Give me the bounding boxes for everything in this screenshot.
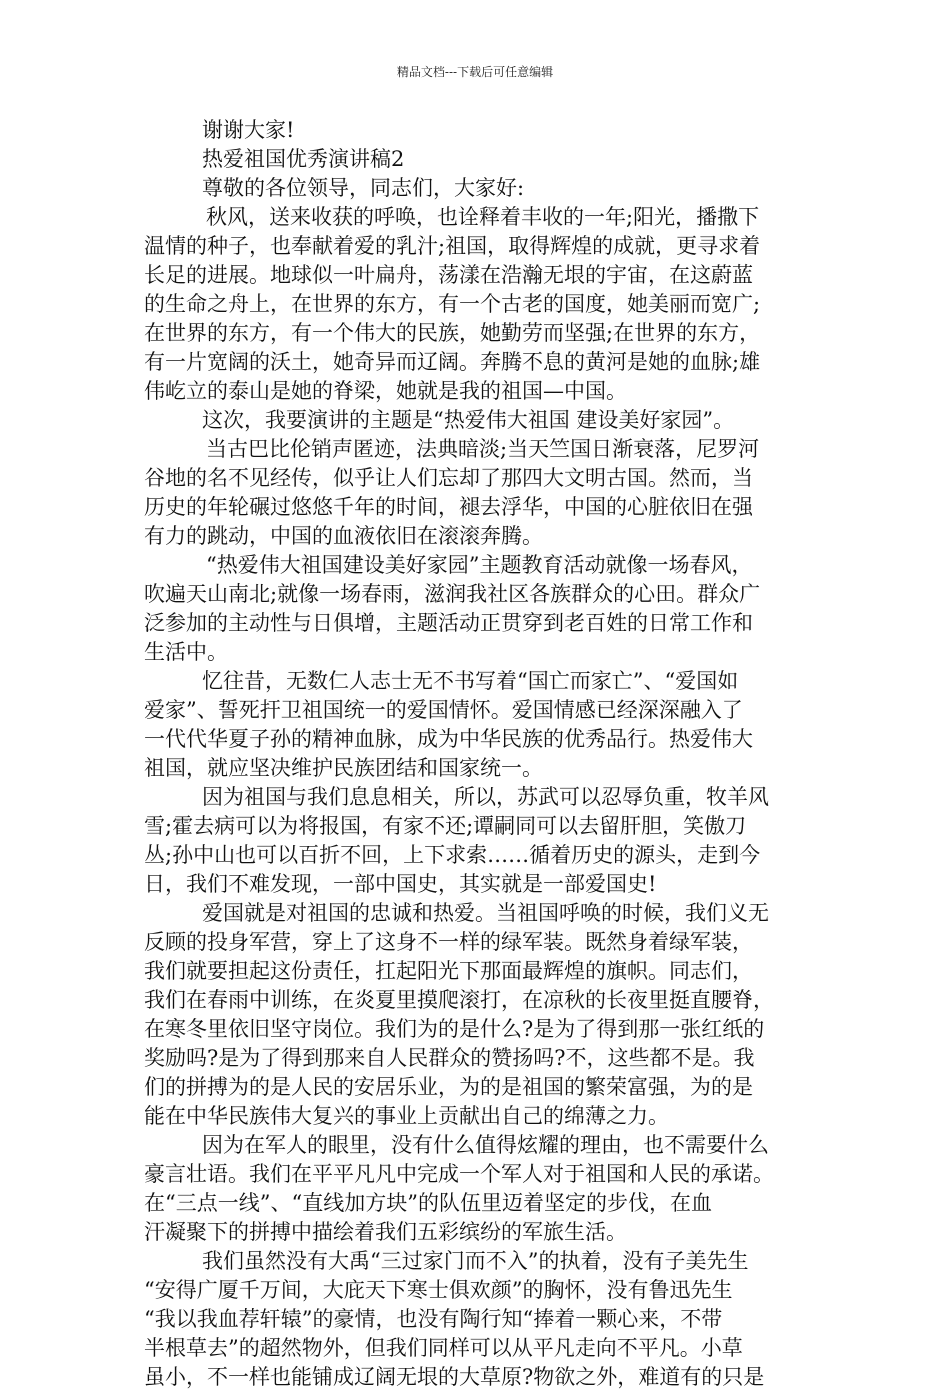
text-line: 我们就要担起这份责任，扛起阳光下那面最辉煌的旗帜。同志们， — [144, 959, 753, 983]
text-line: 尊敬的各位领导，同志们，大家好: — [202, 176, 525, 200]
text-line: 我们虽然没有大禹“三过家门而不入”的执着，没有子美先生 — [202, 1249, 749, 1273]
text-line: 在世界的东方，有一个伟大的民族，她勤劳而坚强;在世界的东方， — [144, 321, 761, 345]
text-line: 泛参加的主动性与日俱增，主题活动正贯穿到老百姓的日常工作和 — [144, 611, 753, 635]
text-line: 反顾的投身军营，穿上了这身不一样的绿军装。既然身着绿军装， — [144, 930, 753, 954]
text-line: 在“三点一线”、“直线加方块”的队伍里迈着坚定的步伐，在血 — [144, 1191, 712, 1215]
text-line: 生活中。 — [144, 640, 228, 664]
text-line: 谢谢大家! — [202, 118, 295, 142]
document-body — [144, 116, 812, 1392]
text-line: “我以我血荐轩辕”的豪情，也没有陶行知“捧着一颗心来，不带 — [144, 1307, 723, 1331]
text-line: 丛;孙中山也可以百折不回，上下求索……循着历史的源头，走到今 — [144, 843, 761, 867]
text-line: 虽小，不一样也能铺成辽阔无垠的大草原?物欲之外，难道有的只是 — [144, 1365, 765, 1389]
text-line: 们的拼搏为的是人民的安居乐业，为的是祖国的繁荣富强，为的是 — [144, 1075, 753, 1099]
text-line: 能在中华民族伟大复兴的事业上贡献出自己的绵薄之力。 — [144, 1104, 669, 1128]
text-line: 一代代华夏子孙的精神血脉，成为中华民族的优秀品行。热爱伟大 — [144, 727, 753, 751]
text-line: “热爱伟大祖国建设美好家园”主题教育活动就像一场春风， — [206, 553, 753, 577]
page-header: 精品文档---下载后可任意编辑 — [396, 65, 554, 79]
text-line: 有力的跳动，中国的血液依旧在滚滚奔腾。 — [144, 524, 543, 548]
text-line: 在寒冬里依旧坚守岗位。我们为的是什么?是为了得到那一张红纸的 — [144, 1017, 765, 1041]
text-line: 汗凝聚下的拼搏中描绘着我们五彩缤纷的军旅生活。 — [144, 1220, 627, 1244]
text-line: 豪言壮语。我们在平平凡凡中完成一个军人对于祖国和人民的承诺。 — [144, 1162, 774, 1186]
text-line: 祖国，就应坚决维护民族团结和国家统一。 — [144, 756, 543, 780]
text-line: 历史的年轮碾过悠悠千年的时间，褪去浮华，中国的心脏依旧在强 — [144, 495, 753, 519]
text-line: 温情的种子，也奉献着爱的乳汁;祖国，取得辉煌的成就，更寻求着 — [144, 234, 761, 258]
text-line: 因为祖国与我们息息相关，所以，苏武可以忍辱负重，牧羊风 — [202, 785, 769, 809]
text-line: 爱国就是对祖国的忠诚和热爱。当祖国呼唤的时候，我们义无 — [202, 901, 769, 925]
text-line: 吹遍天山南北;就像一场春雨，滋润我社区各族群众的心田。群众广 — [144, 582, 761, 606]
text-line: 雪;霍去病可以为将报国，有家不还;谭嗣同可以去留肝胆，笑傲刀 — [144, 814, 747, 838]
text-line: 我们在春雨中训练，在炎夏里摸爬滚打，在凉秋的长夜里挺直腰脊， — [144, 988, 774, 1012]
text-line: 谷地的名不见经传，似乎让人们忘却了那四大文明古国。然而，当 — [144, 466, 753, 490]
text-line: 半根草去”的超然物外，但我们同样可以从平凡走向不平凡。小草 — [144, 1336, 743, 1360]
text-line: 当古巴比伦销声匿迹，法典暗淡;当天竺国日渐衰落，尼罗河 — [206, 437, 760, 461]
text-line: 秋风，送来收获的呼唤，也诠释着丰收的一年;阳光，播撒下 — [206, 205, 760, 229]
text-line: 的生命之舟上，在世界的东方，有一个古老的国度，她美丽而宽广; — [144, 292, 761, 316]
text-line: 这次，我要演讲的主题是“热爱伟大祖国 建设美好家园”。 — [202, 408, 735, 432]
text-line: 热爱祖国优秀演讲稿2 — [202, 147, 405, 171]
text-line: 有一片宽阔的沃土，她奇异而辽阔。奔腾不息的黄河是她的血脉;雄 — [144, 350, 761, 374]
text-line: “安得广厦千万间，大庇天下寒士俱欢颜”的胸怀，没有鲁迅先生 — [144, 1278, 733, 1302]
text-line: 奖励吗?是为了得到那来自人民群众的赞扬吗?不，这些都不是。我 — [144, 1046, 755, 1070]
text-line: 因为在军人的眼里，没有什么值得炫耀的理由，也不需要什么 — [202, 1133, 769, 1157]
text-line: 日，我们不难发现，一部中国史，其实就是一部爱国史! — [144, 872, 657, 896]
text-line: 伟屹立的泰山是她的脊梁，她就是我的祖国—中国。 — [144, 379, 627, 403]
text-line: 长足的进展。地球似一叶扁舟，荡漾在浩瀚无垠的宇宙，在这蔚蓝 — [144, 263, 753, 287]
text-line: 爱家”、誓死扞卫祖国统一的爱国情怀。爱国情感已经深深融入了 — [144, 698, 743, 722]
text-line: 忆往昔，无数仁人志士无不书写着“国亡而家亡”、“爱国如 — [202, 669, 739, 693]
